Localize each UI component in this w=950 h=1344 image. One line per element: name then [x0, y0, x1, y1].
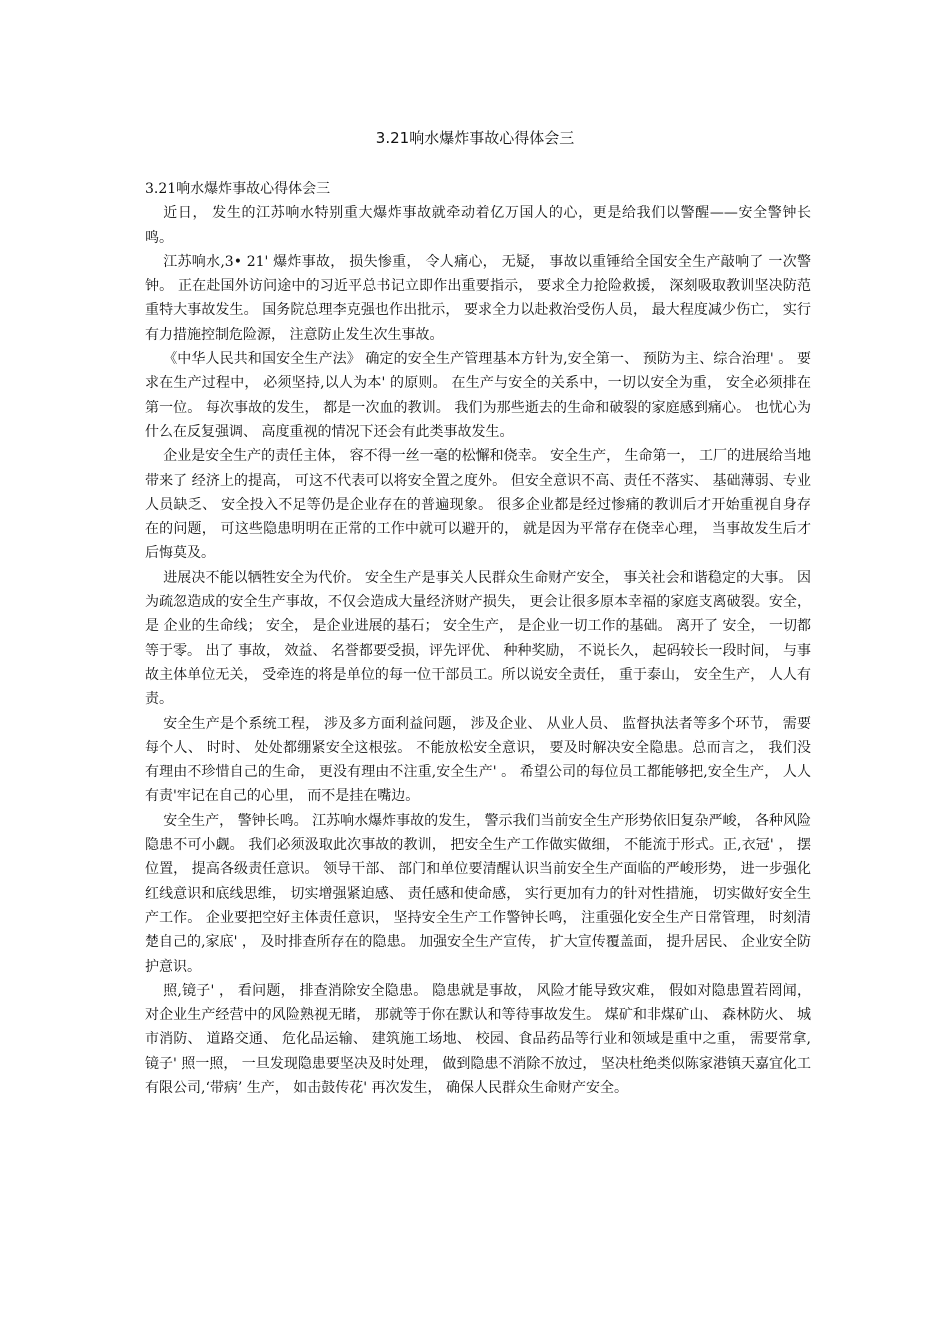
document-title: 3.21响水爆炸事故心得体会三	[375, 129, 575, 147]
document-subtitle: 3.21响水爆炸事故心得体会三	[145, 181, 331, 197]
document-body	[145, 177, 811, 1100]
paragraph: 企业是安全生产的责任主体， 容不得一丝一毫的松懈和侥幸。 安全生产， 生命第一， 工厂的进展给当地带来了 经济上的提高， 可这不代表可以将安全置之度外。 但安全意识不高、责任不落实、 基础薄弱、专业人员缺乏、 安全投入不足等仍是企业存在的普遍现象。 很多企业都是经过惨痛的教训后才开始重视自身存在的问题， 可这些隐患明明在正常的工作中就可以避开的， 就是因为平常存在侥幸心理， 当事故发生后才后悔莫及。	[145, 448, 811, 562]
paragraph: 安全生产是个系统工程， 涉及多方面利益问题， 涉及企业、 从业人员、 监督执法者等多个环节， 需要每个人、 时时、 处处都绷紧安全这根弦。 不能放松安全意识， 要及时解决安全隐患。总而言之， 我们没有理由不珍惜自己的生命， 更没有理由不注重,安全生产' 。 希望公司的每位员工都能够把,安全生产， 人人有责'牢记在自己的心里， 而不是挂在嘴边。	[145, 715, 811, 805]
paragraph: 照,镜子' ， 看问题， 排查消除安全隐患。 隐患就是事故， 风险才能导致灾难， 假如对隐患置若罔闻， 对企业生产经营中的风险熟视无睹， 那就等于你在默认和等待事故发生。 煤矿和非煤矿山、 森林防火、 城市消防、 道路交通、 危化品运输、 建筑施工场地、 校园、食品药品等行业和领域是重中之重， 需要常拿,镜子' 照一照， 一旦发现隐患要坚决及时处理， 做到隐患不消除不放过， 坚决杜绝类似陈家港镇天嘉宜化工有限公司,‘带病’ 生产， 如击鼓传花' 再次发生， 确保人民群众生命财产安全。	[145, 982, 811, 1096]
paragraph: 近日， 发生的江苏响水特别重大爆炸事故就牵动着亿万国人的心，更是给我们以警醒——安全警钟长鸣。	[145, 205, 811, 246]
paragraph: 江苏响水,3• 21' 爆炸事故， 损失惨重， 令人痛心， 无疑， 事故以重锤给全国安全生产敲响了 一次警钟。 正在赴国外访问途中的习近平总书记立即作出重要指示， 要求全力抢险救援， 深刻吸取教训坚决防范重特大事故发生。 国务院总理李克强也作出批示， 要求全力以赴救治受伤人员， 最大程度减少伤亡， 实行有力措施控制危险源， 注意防止发生次生事故。	[145, 253, 811, 343]
paragraph: 安全生产， 警钟长鸣。 江苏响水爆炸事故的发生， 警示我们当前安全生产形势依旧复杂严峻， 各种风险隐患不可小觑。 我们必须汲取此次事故的教训， 把安全生产工作做实做细， 不能流于形式。正,衣冠' ， 摆位置， 提高各级责任意识。 领导干部、 部门和单位要清醒认识当前安全生产面临的严峻形势， 进一步强化红线意识和底线思维， 切实增强紧迫感、 责任感和使命感， 实行更加有力的针对性措施， 切实做好安全生产工作。 企业要把空好主体责任意识， 坚持安全生产工作警钟长鸣， 注重强化安全生产日常管理， 时刻清楚自己的,家底' ， 及时排查所存在的隐患。 加强安全生产宣传， 扩大宣传覆盖面， 提升居民、 企业安全防护意识。	[145, 812, 811, 975]
paragraph: 《中华人民共和国安全生产法》 确定的安全生产管理基本方针为,安全第一、 预防为主、综合治理' 。 要求在生产过程中， 必须坚持,以人为本' 的原则。 在生产与安全的关系中，一切以安全为重， 安全必须排在第一位。 每次事故的发生， 都是一次血的教训。 我们为那些逝去的生命和破裂的家庭感到痛心。 也忧心为什么在反复强调、 高度重视的情况下还会有此类事故发生。	[145, 351, 811, 440]
paragraph: 进展决不能以牺牲安全为代价。 安全生产是事关人民群众生命财产安全， 事关社会和谐稳定的大事。 因为疏忽造成的安全生产事故，不仅会造成大量经济财产损失， 更会让很多原本幸福的家庭支离破裂。安全， 是 企业的生命线； 安全， 是企业进展的基石； 安全生产， 是企业一切工作的基础。 离开了 安全， 一切都等于零。 出了 事故， 效益、 名誉都要受损，评先评优、 种种奖励， 不说长久， 起码较长一段时间， 与事故主体单位无关， 受牵连的将是单位的每一位干部员工。所以说安全责任， 重于泰山， 安全生产， 人人有责。	[145, 569, 811, 708]
